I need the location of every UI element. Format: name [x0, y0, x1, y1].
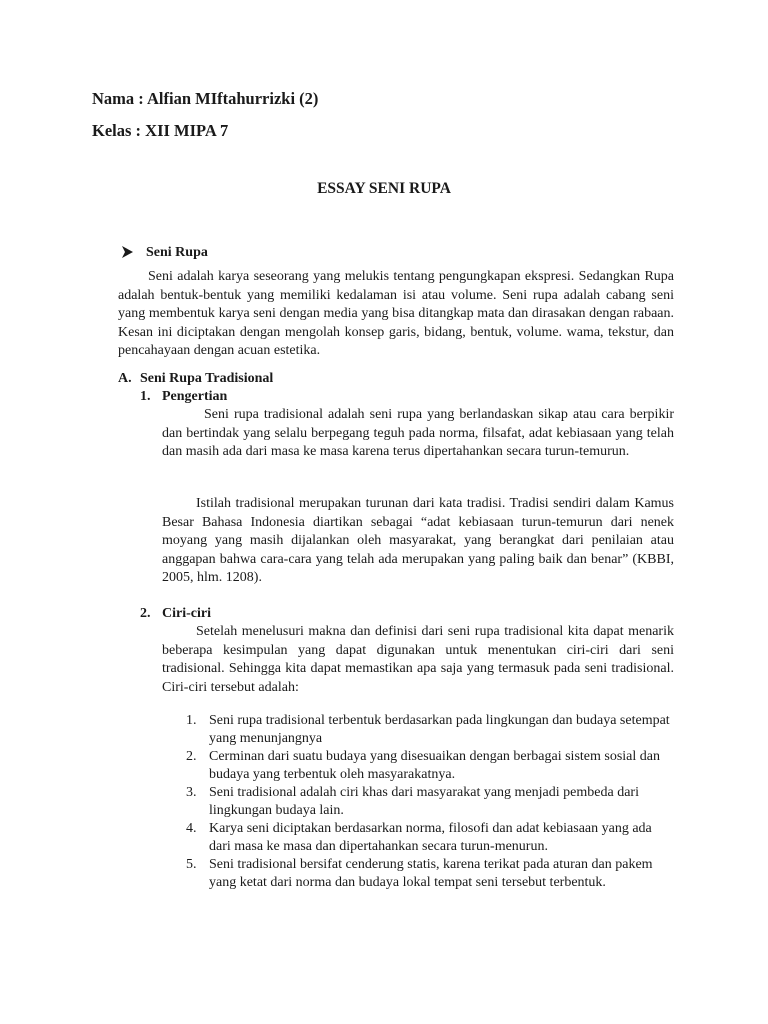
sub2-paragraph: Setelah menelusuri makna dan definisi dari seni rupa tradisional kita dapat menarik beberapa kesimpulan yang dapat digunakan untuk menentukan ciri-ciri dari seni tradisional. Sehingga kita dapat memastikan apa saja yang termasuk pada seni tradisional. Ciri-ciri tersebut adalah:	[162, 624, 674, 695]
sub2-heading: Ciri-ciri	[162, 606, 211, 621]
name-line: Nama : Alfian MIftahurrizki (2)	[92, 89, 319, 108]
list-item: 4. Karya seni diciptakan berdasarkan norma, filosofi dan adat kebiasaan yang ada dari masa ke masa dan dipertahankan secara turun-menurun.	[186, 821, 652, 854]
sub1-paragraph-1: Seni rupa tradisional adalah seni rupa yang berlandaskan sikap atau cara berpikir dan bertindak yang selalu berpegang teguh pada norma, filsafat, adat kebiasaan yang telah dan masih ada dari masa ke masa karena terus dipertahankan secara turun-temurun.	[162, 407, 674, 459]
sub2-marker: 2.	[140, 606, 151, 621]
intro-heading-row	[120, 243, 208, 261]
page-title: ESSAY SENI RUPA	[317, 180, 451, 197]
arrow-bullet-icon	[120, 245, 134, 259]
list-item: 1. Seni rupa tradisional terbentuk berdasarkan pada lingkungan dan budaya setempat yang menunjangnya	[186, 713, 670, 746]
criteria-list	[186, 712, 676, 892]
sub1-marker: 1.	[140, 389, 151, 404]
class-line: Kelas : XII MIPA 7	[92, 121, 229, 140]
list-item: 3. Seni tradisional adalah ciri khas dari masyarakat yang menjadi pembeda dari lingkungan budaya lain.	[186, 785, 639, 818]
sub1-paragraph-2: Istilah tradisional merupakan turunan dari kata tradisi. Tradisi sendiri dalam Kamus Besar Bahasa Indonesia diartikan sebagai “adat kebiasaan turun-temurun dari nenek moyang yang masih dijalankan oleh masyarakat, yang berangkat dari penilaian atau anggapan bahwa cara-cara yang telah ada merupakan yang paling baik dan benar” (KBBI, 2005, hlm. 1208).	[162, 496, 674, 585]
sub1-heading: Pengertian	[162, 389, 228, 404]
list-item: 5. Seni tradisional bersifat cenderung statis, karena terikat pada aturan dan pakem yang ketat dari norma dan budaya lokal tempat seni tersebut terbentuk.	[186, 857, 653, 890]
intro-heading: Seni Rupa	[146, 245, 208, 260]
section-a-marker: A.	[118, 371, 132, 386]
list-item: 2. Cerminan dari suatu budaya yang disesuaikan dengan berbagai sistem sosial dan budaya yang terbentuk oleh masyarakatnya.	[186, 749, 660, 782]
section-a-heading: Seni Rupa Tradisional	[140, 371, 274, 386]
intro-paragraph: Seni adalah karya seseorang yang melukis tentang pengungkapan ekspresi. Sedangkan Rupa adalah bentuk-bentuk yang memiliki kedalaman isi atau volume. Seni rupa adalah cabang seni yang membentuk karya seni dengan media yang bisa ditangkap mata dan dirasakan dengan rabaan. Kesan ini diciptakan dengan mengolah konsep garis, bidang, bentuk, volume. wama, tekstur, dan pencahayaan dengan acuan estetika.	[118, 269, 674, 358]
